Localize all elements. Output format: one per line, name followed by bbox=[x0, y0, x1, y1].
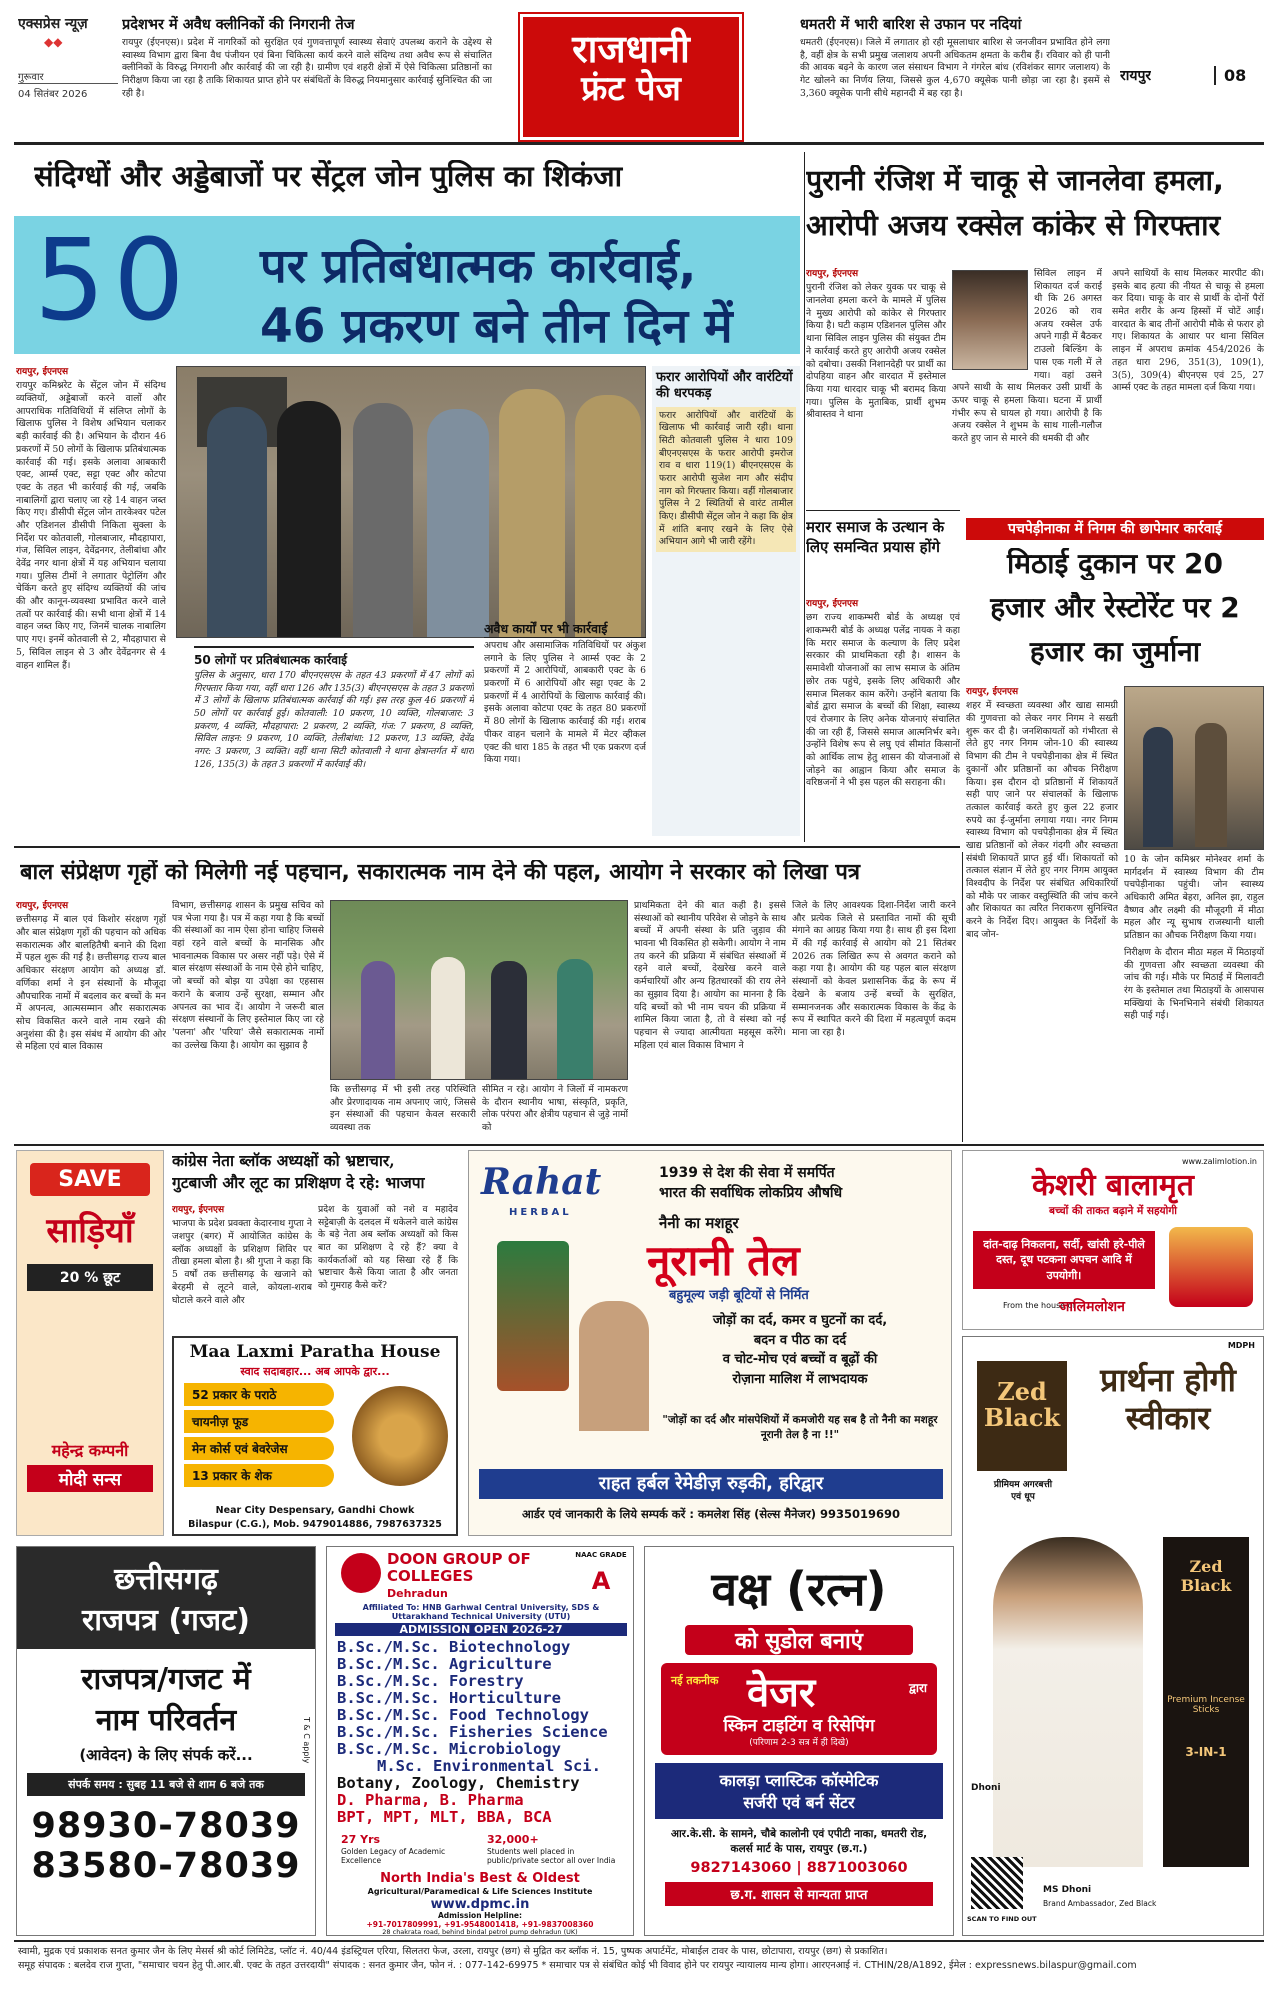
photo-police-officer bbox=[575, 395, 641, 637]
stab-headline-line1: पुरानी रंजिश में चाकू से जानलेवा हमला, bbox=[806, 165, 1224, 197]
qr-code-icon[interactable] bbox=[971, 1857, 1023, 1909]
congress-col1-text: भाजपा के प्रदेश प्रवक्ता केदारनाथ गुप्ता ने जशपुर (बगर) में आयोजित कांग्रेस के ब्लॉक अध्यक्षों के प्रशिक्षण शिविर पर तीखा हमला बोला है। श्री गुप्ता ने कहा कि 5 वर्षों तक छत्तीसगढ़ के खजाने को बेरहमी से लूटने वाले, कोयला-शराब घोटाले करने वाले और bbox=[172, 1218, 312, 1306]
lead-big-number: 50 bbox=[34, 216, 193, 346]
doon-course: B.Sc./M.Sc. Forestry bbox=[337, 1672, 524, 1691]
photo-person bbox=[427, 409, 489, 637]
zed-box-brand: Zed Black bbox=[1180, 1557, 1232, 1595]
kesari-product-image bbox=[1169, 1227, 1253, 1307]
doon-years: 27 Yrs bbox=[341, 1833, 381, 1846]
raid-dateline: रायपुर, ईएनएस bbox=[966, 687, 1019, 697]
section-rule bbox=[14, 846, 960, 848]
doon-naac: NAAC GRADE bbox=[575, 1551, 627, 1559]
congress-headline-line1: कांग्रेस नेता ब्लॉक अध्यक्षों को भ्रष्टाचार, bbox=[172, 1151, 395, 1170]
vaksh-phones: 9827143060 | 8871003060 bbox=[690, 1860, 908, 1877]
rahat-uses bbox=[655, 1311, 945, 1389]
vaksh-note: (परिणाम 2-3 सत्र में ही दिखे) bbox=[749, 1738, 849, 1748]
footer-rule bbox=[14, 1940, 1264, 1942]
photo-person bbox=[1143, 727, 1173, 847]
save-sarees-ad bbox=[16, 1150, 164, 1536]
zed-line1: प्रीमियम अगरबत्ती bbox=[993, 1480, 1053, 1490]
paratha-name: Maa Laxmi Paratha House bbox=[189, 1342, 441, 1362]
doon-address: 28 chakrata road, behind bindal petrol pump dehradun (UK) bbox=[382, 1928, 578, 1936]
congress-col2: प्रदेश के युवाओं को नशे व महादेव सट्टेबाज़ी के दलदल में धकेलने वाले कांग्रेस के बड़े नेता अब ब्लॉक अध्यक्षों को किस बात का प्रशिक्षण दे रहे हैं? क्या वे कार्यकर्ताओं को यह सिखा रहे हैं कि भ्रष्टाचार कैसे किया जाता है और जनता को गुमराह कैसे करें? bbox=[318, 1204, 458, 1292]
doon-course: B.Sc./M.Sc. Fisheries Science bbox=[337, 1723, 608, 1742]
doon-helpline-label: Admission Helpline: bbox=[437, 1911, 523, 1920]
rahat-logo: Rahat bbox=[481, 1161, 602, 1203]
weekday: गुरूवार bbox=[18, 72, 44, 83]
photo-police-officer bbox=[499, 389, 565, 637]
kesari-brand: जालिमलोशन bbox=[1059, 1299, 1125, 1315]
rahat-herbs: बहुमूल्य जड़ी बूटियों से निर्मित bbox=[669, 1288, 809, 1303]
gazette-sub1: राजपत्र/गजट में bbox=[81, 1662, 251, 1697]
zed-prarthna: प्रार्थना होगी स्वीकार bbox=[1100, 1361, 1236, 1438]
kesari-url: www.zalimlotion.in bbox=[1181, 1157, 1257, 1166]
photo-person bbox=[557, 959, 593, 1079]
issue-date: 04 सितंबर 2026 bbox=[18, 83, 118, 100]
paratha-address: Near City Despensary, Gandhi Chowk bbox=[215, 1505, 415, 1516]
vaksh-brand: वेजर bbox=[747, 1670, 816, 1716]
brief-left-body: रायपुर (ईएनएस)। प्रदेश में नागरिकों को सुरक्षित एवं गुणवत्तापूर्ण स्वास्थ्य सेवाएं उपलब्ध कराने के उद्देश्य से स्वास्थ्य विभाग द्वारा बिना वैध पंजीयन एवं बिना चिकित्सा कार्य करने वाले संदिग्ध तथा अवैध रूप से संचालित क्लीनिकों के विरुद्ध निगरानी और कार्रवाई की जा रही है। ग्रामीण एवं शहरी क्षेत्रों में ऐसे चिकित्सा प्रतिष्ठानों का निरीक्षण किया जा रहा है ताकि शिकायत प्राप्त होने पर संबंधितों के विरुद्ध नियमानुसार कार्रवाई सुनिश्चित की जा रही है। bbox=[122, 37, 492, 99]
page-number: 08 bbox=[1214, 66, 1246, 85]
stab-col2-float bbox=[952, 268, 1034, 374]
doon-city: Dehradun bbox=[387, 1587, 448, 1600]
imprint-line2: समूह संपादक : बलदेव राज गुप्ता, "समाचार चयन हेतु पी.आर.बी. एक्ट के तहत उत्तरदायी" संपादक : सनत कुमार जैन, फोन नं. : 077-142-69975 * समाचार पत्र से संबंधित कोई भी विवाद होने पर रायपुर न्यायालय मान्य होगा। आरएनआई नं. CTHIN/28/A1892, ईमेल : expressnews.bilaspur@gmail.com bbox=[18, 1960, 1137, 1972]
lead-headline-line1: पर प्रतिबंधात्मक कार्रवाई, bbox=[260, 239, 697, 294]
paratha-phone: Bilaspur (C.G.), Mob. 9479014886, 7987637325 bbox=[188, 1519, 442, 1530]
child-col3: कि छत्तीसगढ़ में भी इसी तरह परिस्थिति और प्रेरणादायक नाम अपनाए जाएं, जिससे इन संस्थाओं की पहचान केवल सरकारी व्यवस्था तक bbox=[330, 1084, 476, 1134]
lead-sidebar-box bbox=[652, 366, 800, 836]
column-rule bbox=[804, 152, 805, 842]
child-col1-text: छत्तीसगढ़ में बाल एवं किशोर संरक्षण गृहों और बाल संप्रेक्षण गृहों की पहचान को अधिक सकारात्मक और बालहितैषी बनाने की दिशा में पहल शुरू की गई है। छत्तीसगढ़ राज्य बाल अधिकार संरक्षण आयोग को अध्यक्ष डॉ. वर्णिका शर्मा ने इन संस्थानों के मौजूदा औपचारिक नामों में बदलाव कर बच्चों के मन में अपनत्व, आत्मसम्मान और सकारात्मक सोच विकसित करने वाले नाम रखने की अनुशंसा की है। इस संबंध में आयोग की ओर से महिला एवं बाल विकास bbox=[16, 914, 166, 1053]
gazette-phone2: 83580-78039 bbox=[31, 1846, 301, 1886]
lead-inset-body: पुलिस के अनुसार, धारा 170 बीएनएसएस के तहत 43 प्रकरणों में 47 लोगों को गिरफ्तार किया गया, वहीं धारा 126 और 135(3) बीएनएसएस के तहत 3 प्रकरणों में 3 लोगों के खिलाफ प्रतिबंधात्मक कार्रवाई की गई। इस तरह कुल 46 प्रकरणों में 50 लोगों पर कार्रवाई हुई। कोतवाली: 10 प्रकरण, 10 व्यक्ति, गोलबाजार: 3 प्रकरण, 4 व्यक्ति, मौदहापारा: 2 प्रकरण, 2 व्यक्ति, गंज: 7 प्रकरण, 8 व्यक्ति, सिविल लाइन: 9 प्रकरण, 10 व्यक्ति, तेलीबांधा: 12 प्रकरण, 13 व्यक्ति, देवेंद्र नगर: 3 प्रकरण, 3 व्यक्ति। वहीं थाना सिटी कोतवाली ने थाना क्षेत्रान्तर्गत में धारा 126, 135(3) के तहत 3 प्रकरणों में कार्रवाई की। bbox=[194, 670, 474, 770]
doon-extra: BPT, MPT, MLT, BBA, BCA bbox=[337, 1808, 552, 1827]
save-shop2: मोदी सन्स bbox=[27, 1465, 153, 1492]
lead-sidebar-heading: फरार आरोपियों और वारंटियों की धरपकड़ bbox=[656, 370, 793, 402]
stab-col3: अपने साथियों के साथ मिलकर मारपीट की। इसके बाद हत्या की नीयत से चाकू से हमला कर दिया। चाकू के वार से प्रार्थी के दोनों पैरों समेत शरीर के अन्य हिस्सों में चोटें आईं। वारदात के बाद तीनों आरोपी मौके से फरार हो गए। शिकायत के आधार पर थाना सिविल लाइन में अपराध क्रमांक 454/2026 के तहत धारा 296, 351(3), 109(1), 3(5), 309(4) बीएनएस एवं 25, 27 आर्म्स एक्ट के तहत मामला दर्ज किया गया। bbox=[1112, 268, 1264, 394]
section-title-box bbox=[520, 14, 742, 140]
zed-line2: एवं धूप bbox=[1011, 1492, 1035, 1502]
doon-extra: D. Pharma, B. Pharma bbox=[337, 1791, 524, 1810]
raid-headline-line2: हजार और रेस्टोरेंट पर 2 bbox=[990, 592, 1240, 624]
zed-logo: Zed Black bbox=[977, 1361, 1067, 1471]
doon-course: B.Sc./M.Sc. Horticulture bbox=[337, 1689, 561, 1708]
raid-col2-text: 10 के जोन कमिश्नर मोनेश्वर शर्मा के मार्गदर्शन में स्वास्थ्य विभाग की टीम पचपेड़ीनाका पहुंची। जोन स्वास्थ्य अधिकारी अमित बेहरा, अनिल झा, राहुल वैष्णव और लक्ष्मी की मौजूदगी में मीठा महल और न्यू सुभाष राजस्थानी थाली प्रतिष्ठान का औचक निरीक्षण किया गया। bbox=[1124, 854, 1264, 942]
paratha-menu-item: मेन कोर्स एवं बेवरेजेस bbox=[184, 1437, 334, 1460]
lead-inset-heading: 50 लोगों पर प्रतिबंधात्मक कार्रवाई bbox=[194, 653, 348, 667]
column-rule bbox=[962, 852, 963, 1142]
gazette-title1: छत्तीसगढ़ bbox=[17, 1547, 315, 1598]
vaksh-clinic-box bbox=[655, 1763, 943, 1819]
brief-right-body: धमतरी (ईएनएस)। जिले में लगातार हो रही मूसलाधार बारिश से जनजीवन प्रभावित होने लगा है, वहीं क्षेत्र के सभी प्रमुख जलाशय अपनी अधिकतम क्षमता के करीब हैं। रविवार को ही पानी की आवक बढ़ने के कारण जल संसाधन विभाग ने गंगरेल बांध (रविशंकर सागर जलाशय) के गेट खोलने का निर्णय लिया, जिससे कुल 4,670 क्यूसेक पानी छोड़ा जा रहा है। इसमें से 3,360 क्यूसेक पानी सीधे महानदी में बह रहा है। bbox=[800, 37, 1110, 99]
lead-photo bbox=[176, 366, 646, 638]
doon-affiliated: Affiliated To: HNB Garhwal Central University, SDS & Uttarakhand Technical University (UTU) bbox=[362, 1603, 600, 1621]
photo-person bbox=[491, 961, 527, 1079]
lead-headline-line2: 46 प्रकरण बने तीन दिन में bbox=[260, 299, 733, 354]
doon-inst: Agricultural/Paramedical & Life Sciences Institute bbox=[367, 1887, 593, 1896]
save-title: साड़ियाँ bbox=[46, 1211, 134, 1251]
gazette-apply: (आवेदन) के लिए संपर्क करें... bbox=[79, 1746, 253, 1764]
stab-col2-text: सिविल लाइन में शिकायत दर्ज कराई थी कि 26 अगस्त 2026 को राव अजय रक्सेल उर्फ अपने गाड़ी में बैठकर टाउलो बिल्डिंग के पास एक गली में ले गया। वहां उसने अपने साथी के साथ मिलकर उसी प्रार्थी के ऊपर चाकू से हमला किया। घटना में प्रार्थी गंभीर रूप से घायल हो गया। आरोपी है कि अजय रक्सेल ने शुभम के साथ गाली-गलौज करते हुए जान से मारने की धमकी दी और bbox=[952, 268, 1102, 444]
child-dateline: रायपुर, ईएनएस bbox=[16, 901, 69, 911]
raid-headline-line3: हजार का जुर्माना bbox=[1029, 636, 1201, 668]
gazette-title2: राजपत्र (गजट) bbox=[17, 1598, 315, 1649]
stab-dateline: रायपुर, ईएनएस bbox=[806, 269, 859, 279]
lead-kicker: संदिग्धों और अड्डेबाजों पर सेंट्रल जोन पुलिस का शिकंजा bbox=[34, 160, 623, 193]
rahat-since: 1939 से देश की सेवा में समर्पित bbox=[659, 1165, 835, 1181]
lead-body-text: रायपुर कमिश्नरेट के सेंट्रल जोन में संदिग्ध व्यक्तियों, अड्डेबाजों करने वालों और आपराधिक गतिविधियों में संलिप्त लोगों के खिलाफ पुलिस ने विशेष अभियान चलाकर बड़ी कार्रवाई की है। अभियान के दौरान 46 प्रकरणों में 50 लोगों के खिलाफ प्रतिबंधात्मक कार्रवाई की गई। इसके अलावा आबकारी एक्ट, आर्म्स एक्ट, सट्टा एक्ट और कोटपा एक्ट के तहत भी कार्रवाई की गई, जबकि नाबालिगों द्वारा चलाए जा रहे 14 वाहन जब्त किए गए। डीसीपी सेंट्रल जोन तारकेश्वर पटेल और एडिशनल डीसीपी निकिता सुक्ला के निर्देश पर कोतवाली, गोलबाजार, मौदहापारा, गंज, सिविल लाइन, देवेंद्रनगर, तेलीबांधा और देवेंद्र नगर थाना क्षेत्रों में यह अभियान चलाया गया। पुलिस टीमों ने लगातार पेट्रोलिंग और चेकिंग करते हुए संदिग्ध व्यक्तियों की जांच की और कानून-व्यवस्था प्रभावित करने वाले तत्वों पर कार्रवाई की। सभी थाना क्षेत्रों में 14 वाहन जब्त किए गए, जिनमें चालक नाबालिग पाए गए। इनमें कोतवाली से 2, मौदहापारा से 5, सिविल लाइन से 3 और देवेंद्रनगर से 4 वाहन शामिल हैं। bbox=[16, 380, 166, 671]
save-discount: 20 % छूट bbox=[27, 1264, 153, 1291]
zed-ambassador-image bbox=[993, 1537, 1143, 1867]
doon-students: 32,000+ bbox=[487, 1833, 539, 1846]
photo-person bbox=[1195, 723, 1227, 847]
paratha-menu-item: 52 प्रकार के पराठे bbox=[184, 1383, 334, 1406]
vaksh-gov: छ.ग. शासन से मान्यता प्राप्त bbox=[665, 1882, 933, 1906]
rahat-famous: नैनी का मशहूर bbox=[659, 1214, 739, 1232]
lead-body bbox=[16, 366, 166, 836]
rahat-use-line: बदन व पीठ का दर्द bbox=[753, 1332, 847, 1348]
zed-scan: SCAN TO FIND OUT bbox=[967, 1915, 1037, 1923]
child-col4: सीमित न रहे। आयोग ने जिलों में नामकरण के दौरान स्थानीय भाषा, संस्कृति, प्रकृति, लोक परंपरा और क्षेत्रीय पहचान से जुड़े नामों को bbox=[482, 1084, 628, 1134]
photo-person bbox=[207, 407, 267, 637]
raid-col2-text2: निरीक्षण के दौरान मीठा महल में मिठाइयों की गुणवत्ता और स्वच्छता व्यवस्था की जांच की गई। मौके पर मिठाई में मिलावटी रंग के इस्तेमाल तथा मिठाइयों के आसपास मक्खियां के भिनभिनाने संबंधी शिकायत सही पाई गई। bbox=[1124, 946, 1264, 1022]
zed-qr-brand: Dhoni bbox=[971, 1783, 1001, 1793]
paratha-food-image bbox=[352, 1386, 448, 1486]
brand-ornament-icon: ◆◆ bbox=[44, 35, 63, 49]
photo-person bbox=[431, 957, 465, 1079]
marar-headline: मरार समाज के उत्थान के लिए समन्वित प्रयास होंगे bbox=[806, 518, 945, 556]
marar-body bbox=[806, 598, 960, 840]
gazette-tc: T & C apply bbox=[302, 1717, 311, 1764]
vaksh-clinic1: कालड़ा प्लास्टिक कॉस्मेटिक bbox=[719, 1771, 879, 1790]
marar-body-text: छग राज्य शाकम्भरी बोर्ड के अध्यक्ष एवं शाकम्भरी बोर्ड के अध्यक्ष पलेंद्र नायक ने कहा कि मरार समाज के कल्याण के लिए प्रदेश सरकार की प्राथमिकता रही है। शासन के समावेशी योजनाओं का लाभ समाज के अंतिम छोर तक पहुंचे, इसके लिए अधिकारी और समाज मिलकर काम करेंगे। उन्होंने बताया कि बोर्ड द्वारा समाज के बच्चों की शिक्षा, स्वास्थ्य एवं रोजगार के लिए अनेक योजनाएं संचालित की जा रही हैं, जिससे समाज आत्मनिर्भर बने। उन्होंने विशेष रूप से लघु एवं सीमांत किसानों को आर्थिक लाभ हेतु शासन की योजनाओं से जोड़ने का आह्वान किया और समाज के वरिष्ठजनों ने भी इस पहल की सराहना की। bbox=[806, 612, 960, 789]
gazette-ad bbox=[16, 1546, 316, 1936]
kesari-house: From the house of bbox=[1003, 1301, 1076, 1310]
masthead-brand-block bbox=[18, 14, 118, 126]
rahat-use-line: व चोट-मोच एवं बच्चों व बूढ़ों की bbox=[722, 1352, 878, 1367]
rahat-company: राहत हर्बल रेमेडीज़ रुड़की, हरिद्वार bbox=[479, 1469, 943, 1499]
doon-title: DOON GROUP OF COLLEGES bbox=[387, 1550, 531, 1585]
brand-name: एक्सप्रेस न्यूज़ bbox=[18, 16, 88, 32]
brief-right bbox=[800, 14, 1110, 132]
doon-extra: Botany, Zoology, Chemistry bbox=[337, 1774, 580, 1793]
photo-person bbox=[277, 401, 341, 637]
child-col6: जिले के लिए आवश्यक दिशा-निर्देश जारी करने और प्रत्येक जिले से प्रस्तावित नामों की सूची मंगाने का आग्रह किया गया है। साथ ही इस दिशा में की गई कार्रवाई से आयोग को 21 सितंबर 2026 तक लिखित रूप से अवगत कराने को कहा गया है। आयोग की यह पहल बाल संरक्षण संस्थानों को केवल प्रशासनिक केंद्र के रूप में देखने के बजाय उन्हें बच्चों के सुरक्षित, सम्मानजनक और सकारात्मक विकास के केंद्र के रूप में स्थापित करने की दिशा में महत्वपूर्ण कदम माना जा रहा है। bbox=[792, 900, 956, 1038]
stab-col1-text: पुरानी रंजिश को लेकर युवक पर चाकू से जानलेवा हमला करने के मामले में पुलिस ने मुख्य आरोपी को कांकेर से गिरफ्तार किया है। घटी कड़ाम एडिशनल पुलिस और थाना सिविल लाइन पुलिस की संयुक्त टीम ने कार्रवाई करते हुए आरोपी अजय रक्सेल को दबोचा। उसकी निशानदेही पर प्रार्थी का दोपहिया वाहन और वारदात में इस्तेमाल किया गया धारदार चाकू भी बरामद किया गया। पुलिस के मुताबिक, प्रार्थी शुभम श्रीवास्तव ने थाना bbox=[806, 282, 946, 421]
edition-city: रायपुर bbox=[1120, 68, 1152, 84]
doon-best: North India's Best & Oldest bbox=[380, 1871, 580, 1886]
imprint-line1: स्वामी, मुद्रक एवं प्रकाशक सनत कुमार जैन के लिए मेसर्स श्री कोर्ट लिमिटेड, प्लॉट नं. 40/44 इंडस्ट्रियल एरिया, सिलतरा फेज, उरला, रायपुर (छग) से मुद्रित कर ब्लॉक नं. 15, पुष्पक अपार्टमेंट, मोबाईल टावर के पास, छोटापारा, रायपुर (छग) से प्रकाशित। bbox=[18, 1946, 888, 1957]
vaksh-offer-box bbox=[661, 1663, 937, 1755]
save-shop: महेन्द्र कम्पनी bbox=[51, 1441, 129, 1460]
photo-person bbox=[361, 961, 395, 1079]
gazette-timing: संपर्क समय : सुबह 11 बजे से शाम 6 बजे तक bbox=[27, 1773, 305, 1796]
child-photo bbox=[330, 900, 628, 1080]
zed-three: 3-IN-1 bbox=[1185, 1745, 1227, 1759]
doon-admission: ADMISSION OPEN 2026-27 bbox=[335, 1623, 627, 1636]
lead-illegal-heading: अवैध कार्यों पर भी कार्रवाई bbox=[484, 620, 646, 638]
raid-headline-line1: मिठाई दुकान पर 20 bbox=[1007, 548, 1223, 580]
section-title-line1: राजधानी bbox=[572, 27, 690, 71]
brief-left bbox=[122, 14, 492, 132]
lead-illegal-body: अपराध और असामाजिक गतिविधियों पर अंकुश लगाने के लिए पुलिस ने आर्म्स एक्ट के 2 प्रकरणों में 2 आरोपियों, आबकारी एक्ट के 6 प्रकरणों में 6 आरोपियों और सट्टा एक्ट के 2 प्रकरणों में 4 आरोपियों के खिलाफ कार्रवाई की। इसके अलावा कोटपा एक्ट के तहत 80 प्रकरणों में 80 लोगों के खिलाफ कार्रवाई की गई। शराब पीकर वाहन चलाने के मामले में मेटर व्हीकल एक्ट की धारा 185 के तहत भी एक प्रकरण दर्ज किया गया। bbox=[484, 640, 646, 766]
doon-website[interactable]: www.dpmc.in bbox=[430, 1897, 530, 1912]
zed-mdph: MDPH bbox=[1227, 1341, 1255, 1350]
vaksh-tech: नई तकनीक bbox=[671, 1674, 719, 1687]
doon-course: B.Sc./M.Sc. Agriculture bbox=[337, 1655, 552, 1674]
raid-col1-text: शहर में स्वच्छता व्यवस्था और खाद्य सामग्री की गुणवत्ता को लेकर नगर निगम ने सख्ती शुरू कर दी है। जनशिकायतों को गंभीरता से लेते हुए नगर निगम जोन-10 की स्वास्थ्य विभाग की टीम ने पचपेड़ीनाका क्षेत्र में स्थित दुकानों और प्रतिष्ठानों का औचक निरीक्षण किया। इस दौरान दो प्रतिष्ठानों में शिकायतें सही पाए जाने पर संचालकों के खिलाफ तत्काल कार्रवाई करते हुए कुल 22 हजार रुपये का ई-जुर्माना लगाया गया। नगर निगम स्वास्थ्य विभाग को पचपेड़ीनाका क्षेत्र में स्थित खाद्य प्रतिष्ठानों को लेकर गंदगी और स्वच्छता संबंधी शिकायतें प्राप्त हुई थीं। शिकायतों को तत्काल संज्ञान में लेते हुए नगर निगम आयुक्त विश्वदीप के निर्देश पर संबंधित अधिकारियों को मौके पर जाकर वस्तुस्थिति की जांच करने और शिकायत का त्वरित निराकरण सुनिश्चित करने के निर्देश दिए। आयुक्त के निर्देशों के बाद जोन- bbox=[966, 700, 1118, 940]
doon-placed: Students well placed in public/private sector all over India bbox=[487, 1847, 616, 1865]
rahat-product-name: नूरानी तेल bbox=[647, 1236, 800, 1285]
section-rule bbox=[806, 510, 960, 511]
paratha-menu-item: चायनीज़ फूड bbox=[184, 1410, 334, 1433]
lead-dateline: रायपुर, ईएनएस bbox=[16, 367, 69, 377]
vaksh-address: आर.के.सी. के सामने, चौबे कालोनी एवं एपीटी नाका, धमतरी रोड, कलर्स मार्ट के पास, रायपुर (छ.ग.) bbox=[670, 1828, 928, 1855]
child-col2: विभाग, छत्तीसगढ़ शासन के प्रमुख सचिव को पत्र भेजा गया है। पत्र में कहा गया है कि बच्चों की संस्थाओं का नाम ऐसा होना चाहिए जिससे वहां रहने वाले बच्चों के मानसिक और भावनात्मक विकास पर असर नहीं पड़े। ऐसे में बाल संरक्षण संस्थाओं के नाम ऐसे होने चाहिए, जो बच्चों को बोझ या उपेक्षा का एहसास कराने के बजाय उन्हें सुरक्षा, सम्मान और अपनत्व का भाव दें। आयोग ने जरूरी बाल संरक्षण संस्थानों के लिए इस्तेमाल किए जा रहे 'पलना' और 'परिया' जैसे सकारात्मक नामों का उल्लेख किया है। आयोग का सुझाव है bbox=[172, 900, 324, 1051]
vaksh-sub: को सुडोल बनाएं bbox=[685, 1625, 913, 1655]
rahat-trust: भारत की सर्वाधिक लोकप्रिय औषधि bbox=[659, 1185, 843, 1201]
rahat-quote: "जोड़ों का दर्द और मांसपेशियों में कमजोरी यह सब है तो नैनी का मशहूर नूरानी तेल है ना !!" bbox=[662, 1414, 938, 1441]
rahat-ad bbox=[468, 1150, 952, 1536]
congress-headline-line2: गुटबाजी और लूट का प्रशिक्षण दे रहे: भाजपा bbox=[172, 1172, 425, 1192]
section-title-line2: फ्रंट पेज bbox=[581, 68, 681, 109]
zed-ambassador: Brand Ambassador, Zed Black bbox=[1043, 1899, 1157, 1908]
doon-legacy: Golden Legacy of Academic Excellence bbox=[341, 1847, 446, 1865]
zed-dhoni: MS Dhoni bbox=[1043, 1885, 1092, 1895]
masthead-rule bbox=[14, 142, 1264, 145]
kesari-title: केशरी बालामृत bbox=[1032, 1168, 1194, 1203]
vaksh-by: द्वारा bbox=[908, 1681, 927, 1695]
lead-headline-banner bbox=[14, 216, 800, 354]
rahat-logo-sub: HERBAL bbox=[509, 1207, 572, 1218]
doon-course-list bbox=[337, 1639, 608, 1827]
doon-course: B.Sc./M.Sc. Food Technology bbox=[337, 1706, 589, 1725]
paratha-menu-item: 13 प्रकार के शेक bbox=[184, 1464, 334, 1487]
rahat-use-line: जोड़ों का दर्द, कमर व घुटनों का दर्द, bbox=[712, 1313, 888, 1328]
section-rule bbox=[14, 1144, 1264, 1146]
vaksh-title: वक्ष (रत्न) bbox=[711, 1562, 887, 1616]
photo-person bbox=[353, 403, 413, 637]
child-col5: प्राथमिकता देने की बात कही है। इससे संस्थाओं को स्थानीय परिवेश से जोड़ने के साथ बच्चों में अपनी संस्था के प्रति जुड़ाव की भावना भी विकसित हो सकेगी। आयोग ने नाम तय करने की प्रक्रिया में संबंधित संस्थाओं में रहने वाले बच्चों, देखरेख करने वाले कर्मचारियों और अन्य हितधारकों की राय लेने का सुझाव दिया है। आयोग का मानना है कि यदि बच्चों को भी नाम चयन की प्रक्रिया में शामिल किया जाता है, तो वे संस्था को नई पहचान से ज्यादा आत्मीयता महसूस करेंगे। महिला एवं बाल विकास विभाग ने bbox=[634, 900, 786, 1051]
imprint-footer bbox=[18, 1945, 1258, 1974]
save-saree-image bbox=[25, 1305, 155, 1425]
lead-inset-box bbox=[194, 646, 474, 836]
vaksh-clinic-ad bbox=[644, 1546, 954, 1936]
marar-dateline: रायपुर, ईएनएस bbox=[806, 599, 859, 609]
gazette-phone1: 98930-78039 bbox=[31, 1806, 301, 1846]
rahat-use-line: रोज़ाना मालिश में लाभदायक bbox=[732, 1371, 868, 1387]
rahat-bottle-image bbox=[497, 1241, 569, 1391]
doon-course: B.Sc./M.Sc. Biotechnology bbox=[337, 1638, 571, 1656]
stab-col1 bbox=[806, 268, 946, 508]
paratha-tagline: स्वाद सदाबहार... अब आपके द्वार... bbox=[240, 1365, 390, 1378]
lead-sidebar-body: फरार आरोपियों और वारंटियों के खिलाफ भी कार्रवाई जारी रही। थाना सिटी कोतवाली पुलिस ने धारा 109 बीएनएसएस के फरार आरोपी इमरोज राव व धारा 119(1) बीएनएसएस के फरार आरोपी सुजेश नाग और संदीप नाग को गिरफ्तार किया। वहीं गोलबाजार पुलिस ने 2 स्थितियों से वारंट तामील किए। डीसीपी सेंट्रल जोन ने कहा कि क्षेत्र में शांति बनाए रखने के लिए ऐसे अभियान आगे भी जारी रहेंगे। bbox=[656, 407, 796, 553]
raid-kicker: पचपेड़ीनाका में निगम की छापेमार कार्रवाई bbox=[966, 518, 1264, 540]
kesari-tagline: बच्चों की ताकत बढ़ाने में सहयोगी bbox=[1048, 1205, 1177, 1217]
doon-course: M.Sc. Environmental Sci. bbox=[377, 1757, 601, 1776]
brief-right-headline: धमतरी में भारी बारिश से उफान पर नदियां bbox=[800, 17, 1022, 33]
vaksh-service: स्किन टाइटिंग व रिसेपिंग bbox=[723, 1716, 875, 1736]
save-logo: SAVE bbox=[30, 1163, 150, 1196]
rahat-contact: आर्डर एवं जानकारी के लिये सम्पर्क करें : कमलेश सिंह (सेल्स मैनेजर) 9935019690 bbox=[521, 1507, 901, 1521]
congress-col1 bbox=[172, 1204, 312, 1328]
rahat-man-image bbox=[579, 1301, 649, 1431]
doon-grade: A bbox=[591, 1567, 611, 1595]
doon-logo-icon bbox=[341, 1553, 381, 1593]
raid-col1 bbox=[966, 686, 1118, 1132]
gazette-sub2: नाम परिवर्तन bbox=[95, 1703, 237, 1738]
child-headline: बाल संप्रेक्षण गृहों को मिलेगी नई पहचान, सकारात्मक नाम देने की पहल, आयोग ने सरकार को लिखा पत्र bbox=[20, 860, 861, 885]
doon-phones: +91-7017809991, +91-9548001418, +91-9837008360 bbox=[366, 1920, 594, 1929]
paratha-ad bbox=[172, 1336, 458, 1536]
raid-photo bbox=[1124, 686, 1264, 850]
zed-black-ad bbox=[962, 1336, 1264, 1936]
paratha-menu bbox=[174, 1383, 344, 1487]
kesari-ad bbox=[962, 1150, 1264, 1330]
lead-illegal-box bbox=[484, 620, 646, 836]
stab-col2 bbox=[952, 268, 1102, 508]
zed-premium: Premium Incense Sticks bbox=[1167, 1695, 1245, 1715]
zed-box-image bbox=[1163, 1537, 1249, 1867]
brief-left-headline: प्रदेशभर में अवैध क्लीनिकों की निगरानी तेज bbox=[122, 17, 355, 33]
congress-dateline: रायपुर, ईएनएस bbox=[172, 1205, 225, 1215]
vaksh-clinic2: सर्जरी एवं बर्न सेंटर bbox=[743, 1793, 855, 1812]
stab-headline-line2: आरोपी अजय रक्सेल कांकेर से गिरफ्तार bbox=[806, 210, 1221, 242]
doon-course: B.Sc./M.Sc. Microbiology bbox=[337, 1740, 561, 1759]
doon-college-ad bbox=[326, 1546, 634, 1936]
kesari-uses: दांत-दाढ़ निकलना, सर्दी, खांसी हरे-पीले दस्त, दूध पटकना अपचन आदि में उपयोगी। bbox=[973, 1231, 1155, 1289]
child-col1 bbox=[16, 900, 166, 1140]
raid-col2 bbox=[1124, 854, 1264, 1132]
